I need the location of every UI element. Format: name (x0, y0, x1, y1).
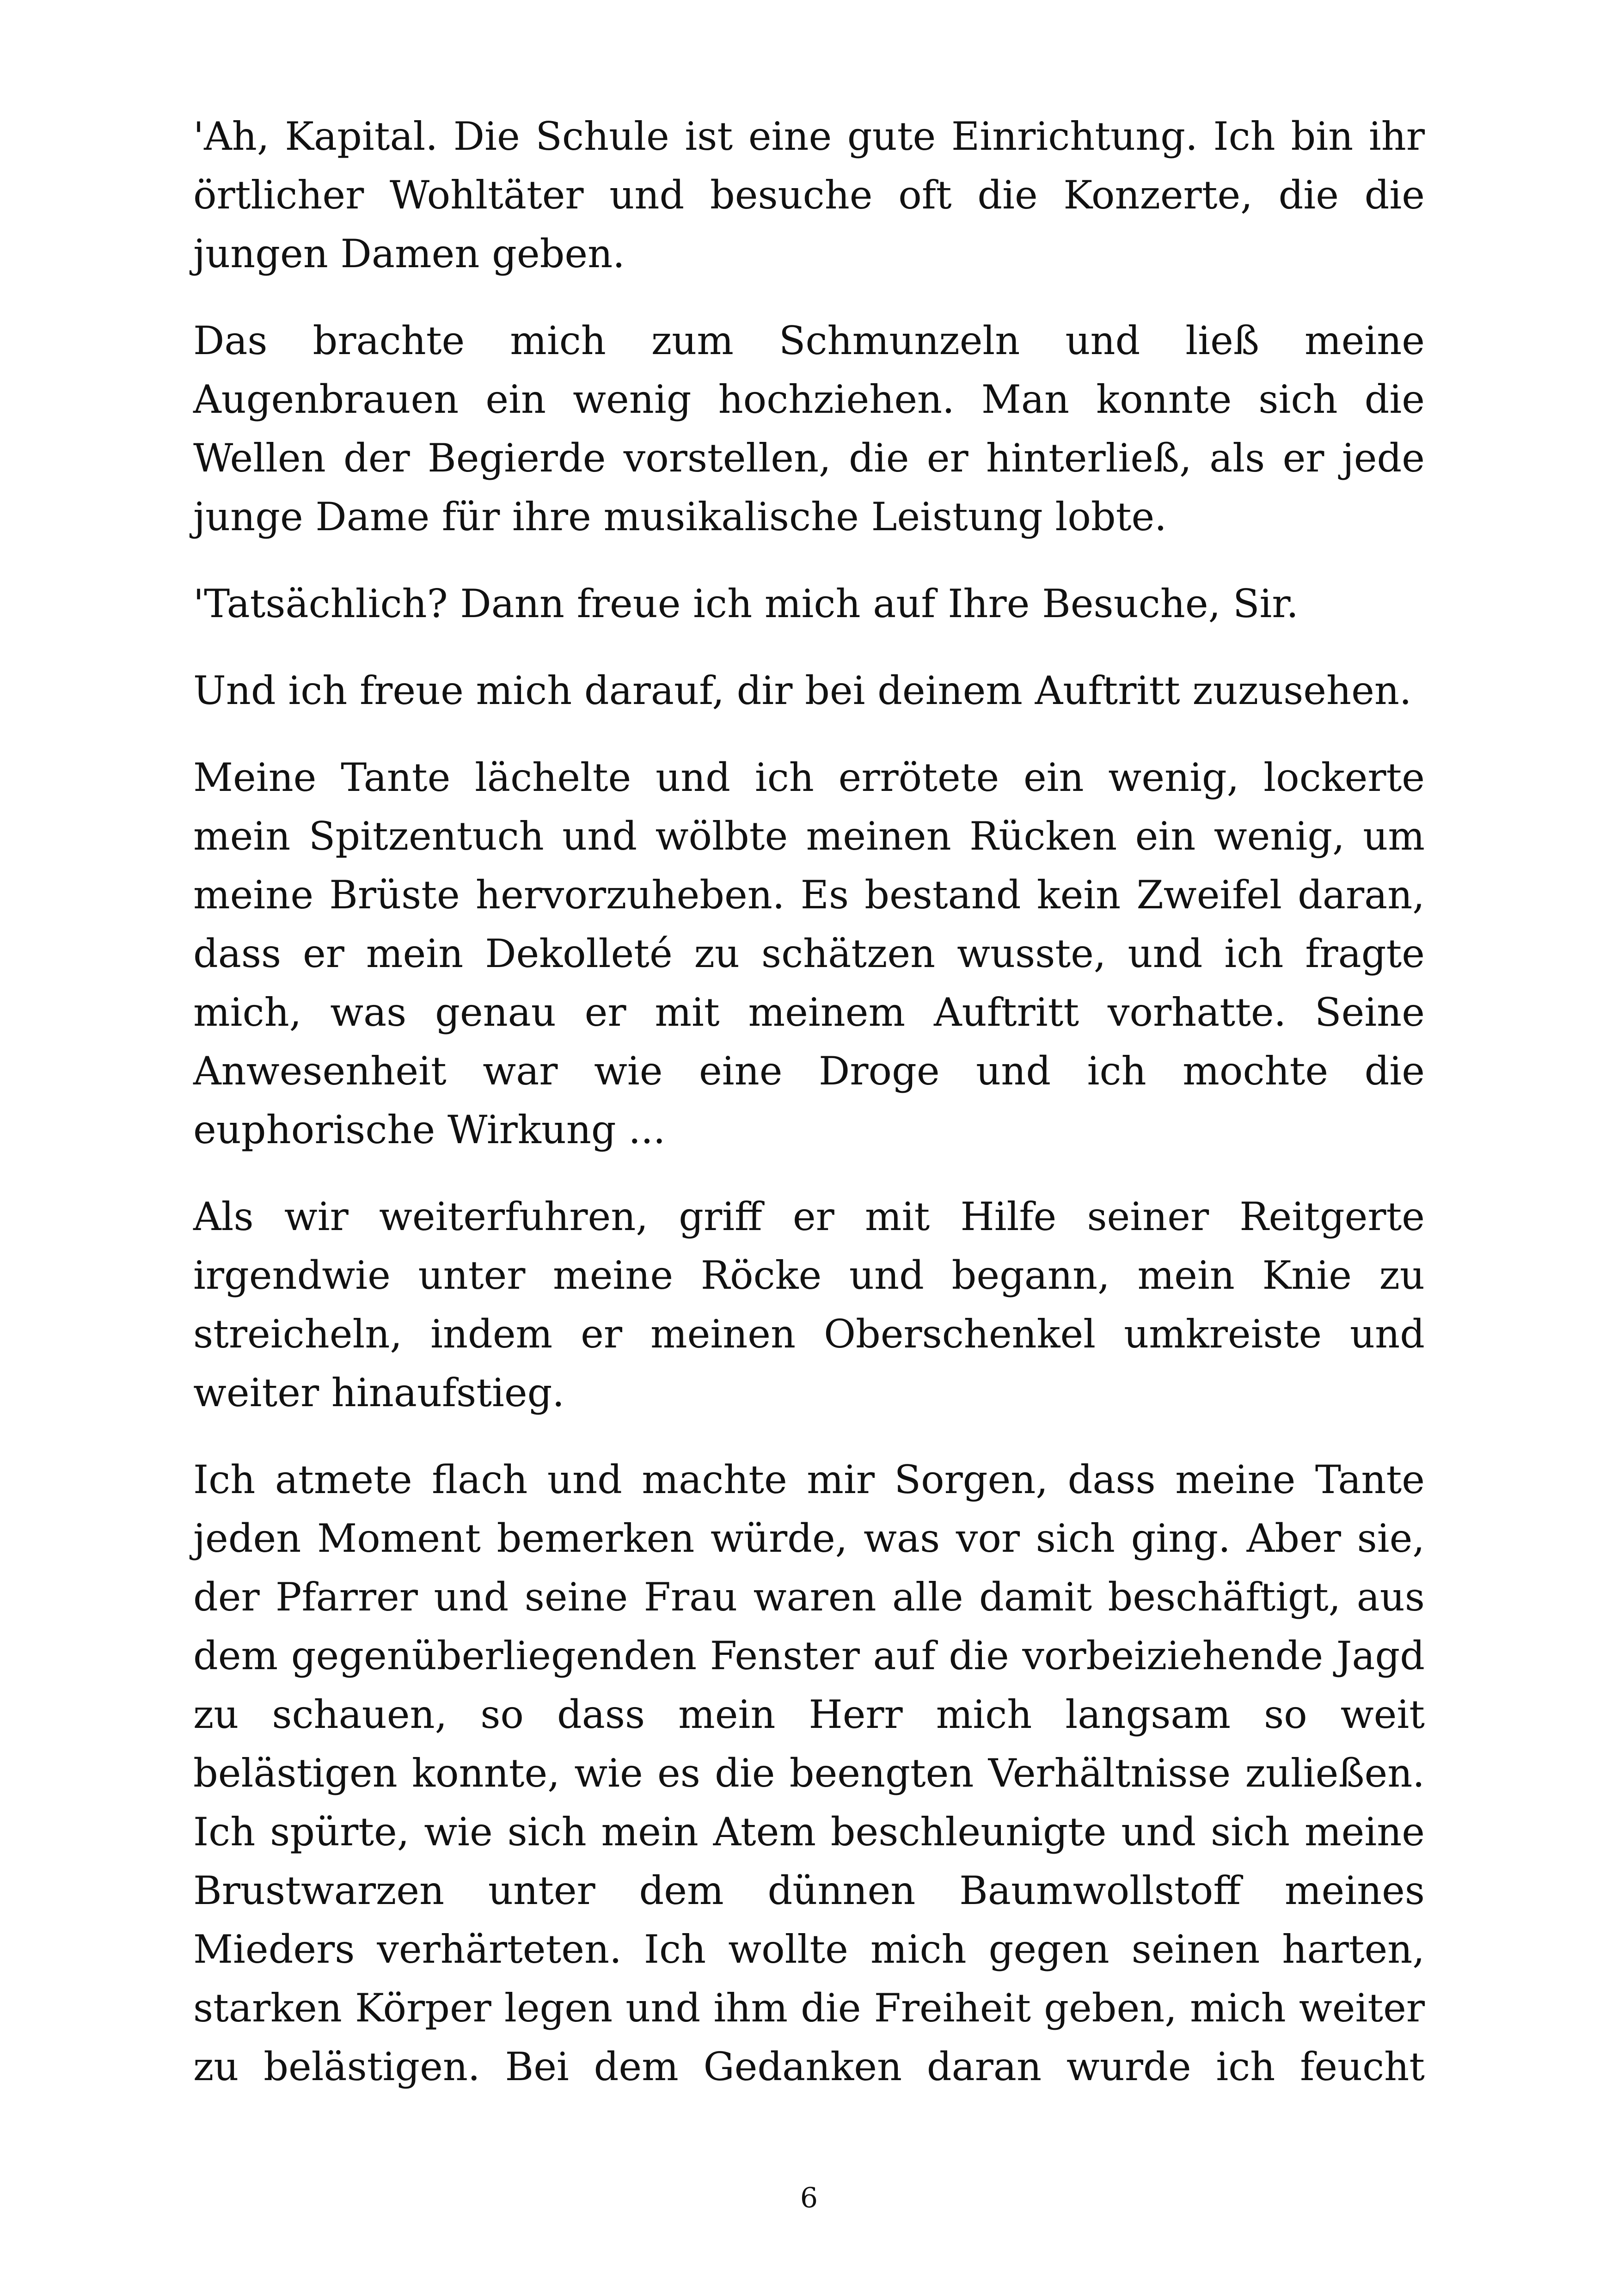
paragraph: 'Tatsächlich? Dann freue ich mich auf Ihre Besuche, Sir. (193, 581, 1299, 626)
paragraph: Als wir weiterfuhren, griff er mit Hilfe seiner Reitgerte irgendwie unter meine Röcke und begann, mein Knie zu streicheln, indem er meinen Oberschenkel umkreiste und weiter hinaufstieg. (193, 1194, 1425, 1415)
body-text (193, 107, 1425, 2096)
page-number: 6 (800, 2182, 818, 2214)
paragraph: Ich atmete flach und machte mir Sorgen, dass meine Tante jeden Moment bemerken würde, was vor sich ging. Aber sie, der Pfarrer und seine Frau waren alle damit beschäftigt, aus dem gegenüberliegenden Fenster auf die vorbeiziehende Jagd zu schauen, so dass mein Herr mich langsam so weit belästigen konnte, wie es die beengten Verhältnisse zuließen. Ich spürte, wie sich mein Atem beschleunigte und sich meine Brustwarzen unter dem dünnen Baumwollstoff meines Mieders verhärteten. Ich wollte mich gegen seinen harten, starken Körper legen und ihm die Freiheit geben, mich weiter zu belästigen. Bei dem Gedanken daran wurde ich feucht (193, 1457, 1425, 2089)
paragraph: Und ich freue mich darauf, dir bei deinem Auftritt zuzusehen. (193, 668, 1412, 713)
paragraph: 'Ah, Kapital. Die Schule ist eine gute Einrichtung. Ich bin ihr örtlicher Wohltäter und besuche oft die Konzerte, die die jungen Damen geben. (193, 114, 1425, 276)
paragraph: Das brachte mich zum Schmunzeln und ließ meine Augenbrauen ein wenig hochziehen. Man konnte sich die Wellen der Begierde vorstellen, die er hinterließ, als er jede junge Dame für ihre musikalische Leistung lobte. (193, 318, 1425, 539)
paragraph: Meine Tante lächelte und ich errötete ein wenig, lockerte mein Spitzentuch und wölbte meinen Rücken ein wenig, um meine Brüste hervorzuheben. Es bestand kein Zweifel daran, dass er mein Dekolleté zu schätzen wusste, und ich fragte mich, was genau er mit meinem Auftritt vorhatte. Seine Anwesenheit war wie eine Droge und ich mochte die euphorische Wirkung ... (193, 755, 1425, 1152)
